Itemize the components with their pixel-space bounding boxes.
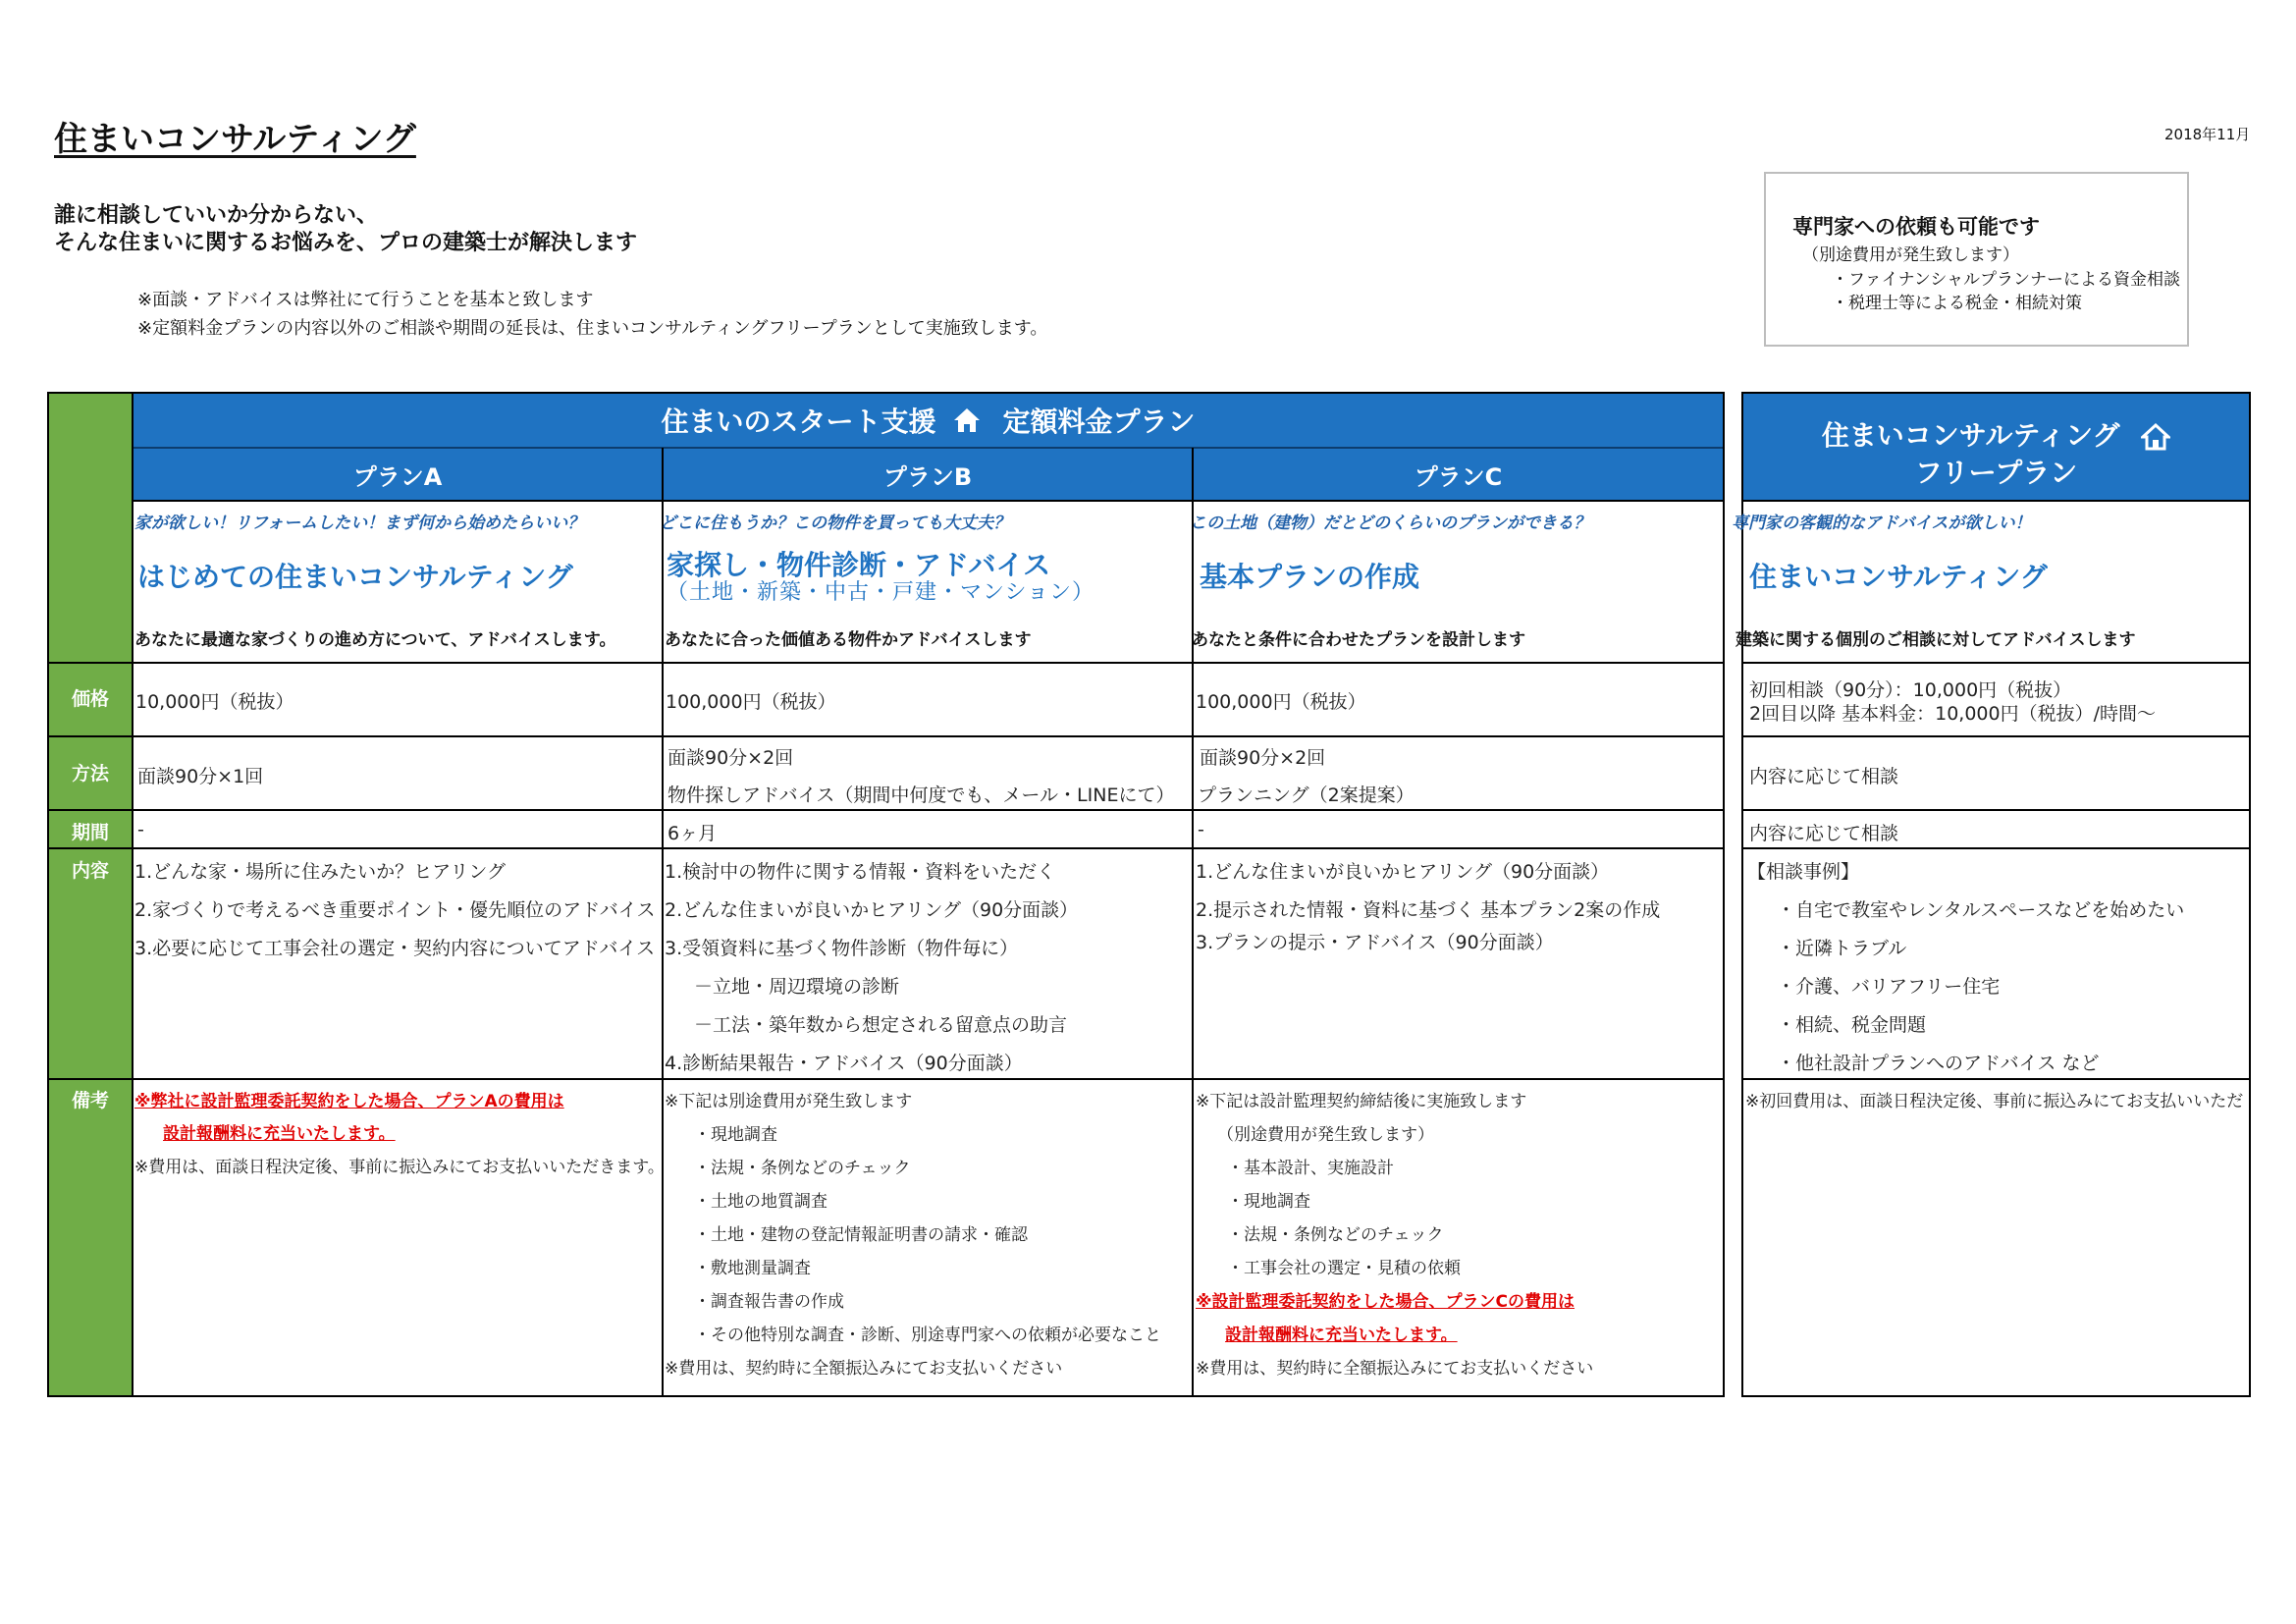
house-icon bbox=[952, 406, 982, 434]
expert-box-title: 専門家への依頼も可能です bbox=[1792, 215, 2040, 239]
plan-b-content-item: 1.検討中の物件に関する情報・資料をいただく bbox=[665, 861, 1056, 883]
plan-a-header: プランA bbox=[133, 448, 663, 501]
free-plan-remarks: ※初回費用は、面談日程決定後、事前に振込みにてお支払いいただ bbox=[1745, 1092, 2244, 1111]
grid-line bbox=[48, 662, 1725, 664]
plan-a-title: はじめての住まいコンサルティング bbox=[137, 561, 573, 593]
plan-c-period: - bbox=[1198, 819, 1204, 840]
plan-b-desc: あなたに合った価値ある物件かアドバイスします bbox=[665, 630, 1032, 650]
plan-b-content-item: －工法・築年数から想定される留意点の助言 bbox=[694, 1014, 1068, 1036]
plan-b-remarks: ※下記は別途費用が発生致します bbox=[665, 1092, 913, 1111]
plan-c-remarks: ・工事会社の選定・見積の依頼 bbox=[1227, 1259, 1461, 1278]
plan-b-remarks: ・現地調査 bbox=[694, 1125, 777, 1145]
grid-line bbox=[1742, 392, 2251, 394]
grid-line bbox=[1192, 448, 1194, 1397]
plan-b-remarks: ・その他特別な調査・診断、別途専門家への依頼が必要なこと bbox=[694, 1326, 1161, 1345]
plan-b-period: 6ヶ月 bbox=[667, 823, 718, 844]
plan-a-remarks: ※費用は、面談日程決定後、事前に振込みにてお支払いいただきます。 bbox=[134, 1158, 665, 1177]
plan-a-price: 10,000円（税抜） bbox=[135, 691, 294, 713]
plan-c-remarks: ・現地調査 bbox=[1227, 1192, 1310, 1212]
expert-box-item: ・税理士等による税金・相続対策 bbox=[1832, 294, 2082, 313]
plan-a-period: - bbox=[137, 819, 144, 840]
grid-line bbox=[48, 735, 1725, 737]
plan-b-remarks: ・法規・条例などのチェック bbox=[694, 1159, 911, 1178]
fixed-plan-header-suffix: 定額料金プラン bbox=[1002, 406, 1196, 438]
grid-line bbox=[1742, 809, 2251, 811]
plan-a-desc: あなたに最適な家づくりの進め方について、アドバイスします。 bbox=[134, 630, 616, 650]
plan-c-method: 面談90分×2回 bbox=[1200, 747, 1326, 769]
plan-b-method: 面談90分×2回 bbox=[667, 747, 794, 769]
plan-c-remarks: （別途費用が発生致します） bbox=[1217, 1125, 1434, 1145]
plan-c-remarks-alert: ※設計監理委託契約をした場合、プランCの費用は bbox=[1196, 1292, 1575, 1312]
plan-a-remarks-alert: 設計報酬料に充当いたします。 bbox=[163, 1124, 396, 1144]
plan-c-content-item: 2.提示された情報・資料に基づく 基本プラン2案の作成 bbox=[1196, 899, 1661, 921]
plan-b-method: 物件探しアドバイス（期間中何度でも、メール・LINEにて） bbox=[667, 785, 1175, 806]
plan-c-remarks: ※費用は、契約時に全額振込みにてお支払いください bbox=[1196, 1359, 1594, 1379]
plan-a-content-item: 3.必要に応じて工事会社の選定・契約内容についてアドバイス bbox=[134, 938, 656, 959]
free-plan-content-item: 【相談事例】 bbox=[1747, 861, 1860, 883]
grid-line bbox=[132, 392, 133, 1397]
expert-box-item: ・ファイナンシャルプランナーによる資金相談 bbox=[1832, 270, 2181, 290]
grid-line bbox=[1742, 500, 2251, 502]
plan-c-header: プランC bbox=[1193, 448, 1724, 501]
free-plan-content-item: ・近隣トラブル bbox=[1777, 938, 1907, 959]
free-plan-header bbox=[1742, 393, 2250, 501]
grid-line bbox=[1741, 392, 1743, 1397]
grid-line bbox=[1742, 847, 2251, 849]
grid-line bbox=[1742, 662, 2251, 664]
free-plan-catch: 専門家の客観的なアドバイスが欲しい！ bbox=[1732, 514, 2032, 533]
row-label-remarks: 備考 bbox=[71, 1090, 109, 1111]
grid-line bbox=[2249, 392, 2251, 1397]
free-plan-price: 初回相談（90分）：10,000円（税抜） bbox=[1749, 679, 2072, 701]
grid-line bbox=[133, 500, 1725, 502]
grid-line bbox=[48, 847, 1725, 849]
grid-line bbox=[1723, 392, 1725, 1397]
house-outline-icon bbox=[2141, 422, 2170, 452]
row-label-column bbox=[48, 393, 133, 1396]
note-1: ※面談・アドバイスは弊社にて行うことを基本と致します bbox=[137, 290, 594, 310]
row-label-content: 内容 bbox=[71, 860, 109, 882]
grid-line bbox=[48, 392, 1725, 394]
plan-a-method: 面談90分×1回 bbox=[137, 766, 264, 787]
row-label-period: 期間 bbox=[71, 822, 109, 843]
free-plan-content-item: ・相続、税金問題 bbox=[1777, 1014, 1927, 1036]
free-plan-title: 住まいコンサルティング bbox=[1749, 561, 2048, 593]
plan-b-subtitle: （土地・新築・中古・戸建・マンション） bbox=[667, 580, 1095, 605]
plan-b-header: プランB bbox=[663, 448, 1193, 501]
expert-box-subtitle: （別途費用が発生致します） bbox=[1802, 245, 2019, 265]
row-label-method: 方法 bbox=[71, 763, 109, 785]
free-plan-content-item: ・自宅で教室やレンタルスペースなどを始めたい bbox=[1777, 899, 2185, 921]
expert-request-box bbox=[1764, 172, 2189, 347]
free-plan-period: 内容に応じて相談 bbox=[1749, 823, 1899, 844]
grid-line bbox=[662, 448, 664, 1397]
grid-line bbox=[48, 1078, 1725, 1080]
plan-c-catch: この土地（建物）だとどのくらいのプランができる？ bbox=[1190, 514, 1590, 533]
intro-line-1: 誰に相談していいか分からない、 bbox=[54, 203, 379, 228]
grid-line bbox=[48, 1395, 1725, 1397]
free-plan-price: 2回目以降 基本料金：10,000円（税抜）/時間～ bbox=[1749, 703, 2157, 725]
grid-line bbox=[47, 392, 49, 1397]
plan-c-remarks-alert: 設計報酬料に充当いたします。 bbox=[1225, 1326, 1458, 1345]
free-plan-header-line1: 住まいコンサルティング bbox=[1821, 419, 2120, 452]
plan-c-content-item: 1.どんな住まいが良いかヒアリング（90分面談） bbox=[1196, 861, 1610, 883]
fixed-plan-header bbox=[133, 393, 1724, 448]
fixed-plan-header-title: 住まいのスタート支援 bbox=[661, 406, 936, 438]
plan-b-remarks: ・土地の地質調査 bbox=[694, 1192, 828, 1212]
document-date: 2018年11月 bbox=[2164, 126, 2251, 143]
plan-b-content-item: 3.受領資料に基づく物件診断（物件毎に） bbox=[665, 938, 1019, 959]
free-plan-method: 内容に応じて相談 bbox=[1749, 766, 1899, 787]
page-title: 住まいコンサルティング bbox=[54, 120, 416, 159]
plan-b-content-item: 2.どんな住まいが良いかヒアリング（90分面談） bbox=[665, 899, 1079, 921]
plan-b-remarks: ・土地・建物の登記情報証明書の請求・確認 bbox=[694, 1225, 1028, 1245]
free-plan-desc: 建築に関する個別のご相談に対してアドバイスします bbox=[1735, 630, 2136, 650]
plan-c-price: 100,000円（税抜） bbox=[1196, 691, 1366, 713]
plan-a-remarks-alert: ※弊社に設計監理委託契約をした場合、プランAの費用は bbox=[134, 1092, 564, 1111]
grid-line bbox=[1742, 735, 2251, 737]
plan-b-content-item: －立地・周辺環境の診断 bbox=[694, 976, 900, 998]
row-label-price: 価格 bbox=[71, 688, 109, 710]
note-2: ※定額料金プランの内容以外のご相談や期間の延長は、住まいコンサルティングフリープランとして実施致します。 bbox=[137, 318, 1048, 339]
plan-c-method: プランニング（2案提案） bbox=[1198, 785, 1415, 806]
plan-c-desc: あなたと条件に合わせたプランを設計します bbox=[1192, 630, 1525, 650]
plan-a-catch: 家が欲しい！リフォームしたい！まず何から始めたらいい？ bbox=[134, 514, 585, 533]
plan-c-remarks: ・法規・条例などのチェック bbox=[1227, 1225, 1444, 1245]
intro-line-2: そんな住まいに関するお悩みを、プロの建築士が解決します bbox=[54, 231, 638, 255]
grid-line bbox=[48, 809, 1725, 811]
free-plan-header-line2: フリープラン bbox=[1914, 457, 2078, 489]
plan-b-remarks: ※費用は、契約時に全額振込みにてお支払いください bbox=[665, 1359, 1063, 1379]
plan-a-content-item: 1.どんな家・場所に住みたいか？ヒアリング bbox=[134, 861, 506, 883]
plan-c-remarks: ・基本設計、実施設計 bbox=[1227, 1159, 1394, 1178]
grid-line bbox=[1742, 1078, 2251, 1080]
grid-line bbox=[133, 447, 1725, 449]
free-plan-content-item: ・介護、バリアフリー住宅 bbox=[1777, 976, 2001, 998]
plan-c-remarks: ※下記は設計監理契約締結後に実施致します bbox=[1196, 1092, 1527, 1111]
grid-line bbox=[1742, 1395, 2251, 1397]
plan-b-price: 100,000円（税抜） bbox=[666, 691, 836, 713]
plan-b-catch: どこに住もうか？この物件を買っても大丈夫？ bbox=[660, 514, 1010, 533]
free-plan-content-item: ・他社設計プランへのアドバイス など bbox=[1777, 1053, 2100, 1074]
plan-b-remarks: ・調査報告書の作成 bbox=[694, 1292, 844, 1312]
plan-a-content-item: 2.家づくりで考えるべき重要ポイント・優先順位のアドバイス bbox=[134, 899, 656, 921]
plan-c-content-item: 3.プランの提示・アドバイス（90分面談） bbox=[1196, 932, 1554, 953]
plan-b-remarks: ・敷地測量調査 bbox=[694, 1259, 811, 1278]
plan-b-title: 家探し・物件診断・アドバイス bbox=[667, 549, 1051, 581]
plan-b-content-item: 4.診断結果報告・アドバイス（90分面談） bbox=[665, 1053, 1023, 1074]
plan-c-title: 基本プランの作成 bbox=[1200, 561, 1420, 593]
